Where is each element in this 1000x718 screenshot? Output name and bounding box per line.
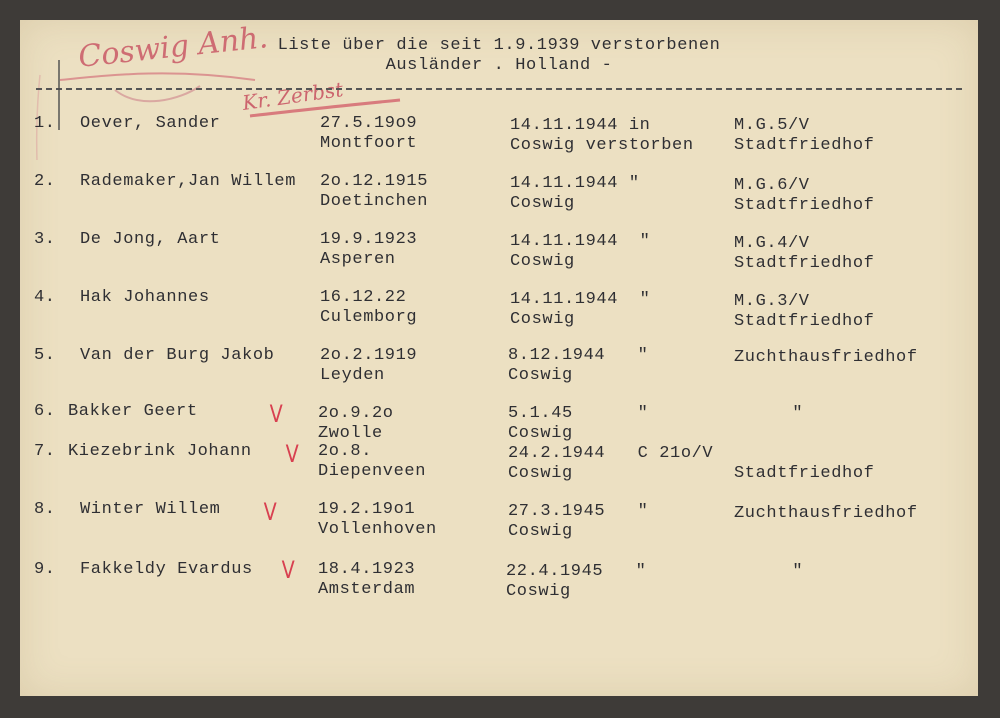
entry-birth-date: 2o.12.1915 [320, 172, 429, 191]
entry-death-date: 14.11.1944 " [510, 174, 640, 193]
entry-grave: Zuchthausfriedhof [734, 504, 918, 523]
entry-number: 4. [34, 288, 56, 307]
entry-death-place: Coswig [510, 252, 575, 271]
entry-birth-place: Zwolle [318, 424, 383, 443]
entry-name: Rademaker,Jan Willem [80, 172, 297, 191]
entry-grave: M.G.3/V [734, 292, 810, 311]
entry-birth-date: 18.4.1923 [318, 560, 416, 579]
entry-birth-place: Amsterdam [318, 580, 416, 599]
entry-number: 7. [34, 442, 56, 461]
list-title-line1: Liste über die seit 1.9.1939 verstorbenen [277, 36, 721, 55]
entry-cemetery: Stadtfriedhof [734, 312, 875, 331]
entry-death-date: 22.4.1945 " [506, 562, 647, 581]
handwritten-note-district: Kr. Zerbst [240, 77, 345, 115]
entry-cemetery: Stadtfriedhof [734, 136, 875, 155]
red-checkmark-icon: V [281, 556, 295, 584]
entry-birth-date: 2o.2.1919 [320, 346, 418, 365]
entry-cemetery: Stadtfriedhof [734, 196, 875, 215]
entry-death-date: 14.11.1944 " [510, 290, 651, 309]
entry-number: 3. [34, 230, 56, 249]
entry-birth-date: 16.12.22 [320, 288, 407, 307]
entry-number: 1. [34, 114, 56, 133]
entry-name: Kiezebrink Johann [68, 442, 252, 461]
entry-number: 2. [34, 172, 56, 191]
list-title-line2: Ausländer . Holland - [385, 56, 613, 75]
entry-birth-place: Culemborg [320, 308, 418, 327]
handwritten-note-location: Coswig Anh. [76, 20, 270, 75]
entry-name: Hak Johannes [80, 288, 210, 307]
entry-cemetery: Stadtfriedhof [734, 464, 875, 483]
entry-death-date: 27.3.1945 " [508, 502, 649, 521]
entry-birth-date: 2o.9.2o [318, 404, 394, 423]
entry-birth-place: Montfoort [320, 134, 418, 153]
entry-death-place: Coswig [508, 464, 573, 483]
header-divider [36, 88, 962, 90]
entry-birth-place: Doetinchen [320, 192, 429, 211]
red-checkmark-icon: V [269, 400, 283, 428]
entry-birth-place: Leyden [320, 366, 385, 385]
entry-number: 6. [34, 402, 56, 421]
entry-death-date: 14.11.1944 " [510, 232, 651, 251]
entry-death-place: Coswig verstorben [510, 136, 694, 155]
entry-grave: M.G.5/V [734, 116, 810, 135]
entry-name: Winter Willem [80, 500, 221, 519]
entry-cemetery: Stadtfriedhof [734, 254, 875, 273]
vertical-margin-mark [58, 60, 60, 130]
entry-grave: " [760, 404, 804, 423]
entry-number: 5. [34, 346, 56, 365]
entry-birth-date: 2o.8. [318, 442, 373, 461]
entry-number: 9. [34, 560, 56, 579]
entry-death-place: Coswig [508, 522, 573, 541]
entry-death-date: 14.11.1944 in [510, 116, 651, 135]
index-card [20, 20, 978, 696]
entry-death-place: Coswig [508, 424, 573, 443]
entry-name: Oever, Sander [80, 114, 221, 133]
entry-name: Bakker Geert [68, 402, 198, 421]
entry-name: De Jong, Aart [80, 230, 221, 249]
entry-number: 8. [34, 500, 56, 519]
entry-birth-date: 19.9.1923 [320, 230, 418, 249]
entry-death-place: Coswig [510, 194, 575, 213]
entry-birth-place: Asperen [320, 250, 396, 269]
entry-death-date: 24.2.1944 C 21o/V [508, 444, 714, 463]
entry-grave: " [760, 562, 804, 581]
entry-death-date: 5.1.45 " [508, 404, 649, 423]
entry-grave: Zuchthausfriedhof [734, 348, 918, 367]
red-checkmark-icon: V [285, 440, 299, 468]
entry-birth-date: 19.2.19o1 [318, 500, 416, 519]
entry-grave: M.G.4/V [734, 234, 810, 253]
entry-grave: M.G.6/V [734, 176, 810, 195]
entry-death-place: Coswig [510, 310, 575, 329]
entry-name: Van der Burg Jakob [80, 346, 275, 365]
entry-death-date: 8.12.1944 " [508, 346, 649, 365]
entry-birth-place: Diepenveen [318, 462, 427, 481]
red-checkmark-icon: V [263, 498, 277, 526]
entry-birth-date: 27.5.19o9 [320, 114, 418, 133]
entry-death-place: Coswig [506, 582, 571, 601]
entry-name: Fakkeldy Evardus [80, 560, 253, 579]
entry-birth-place: Vollenhoven [318, 520, 437, 539]
entry-death-place: Coswig [508, 366, 573, 385]
